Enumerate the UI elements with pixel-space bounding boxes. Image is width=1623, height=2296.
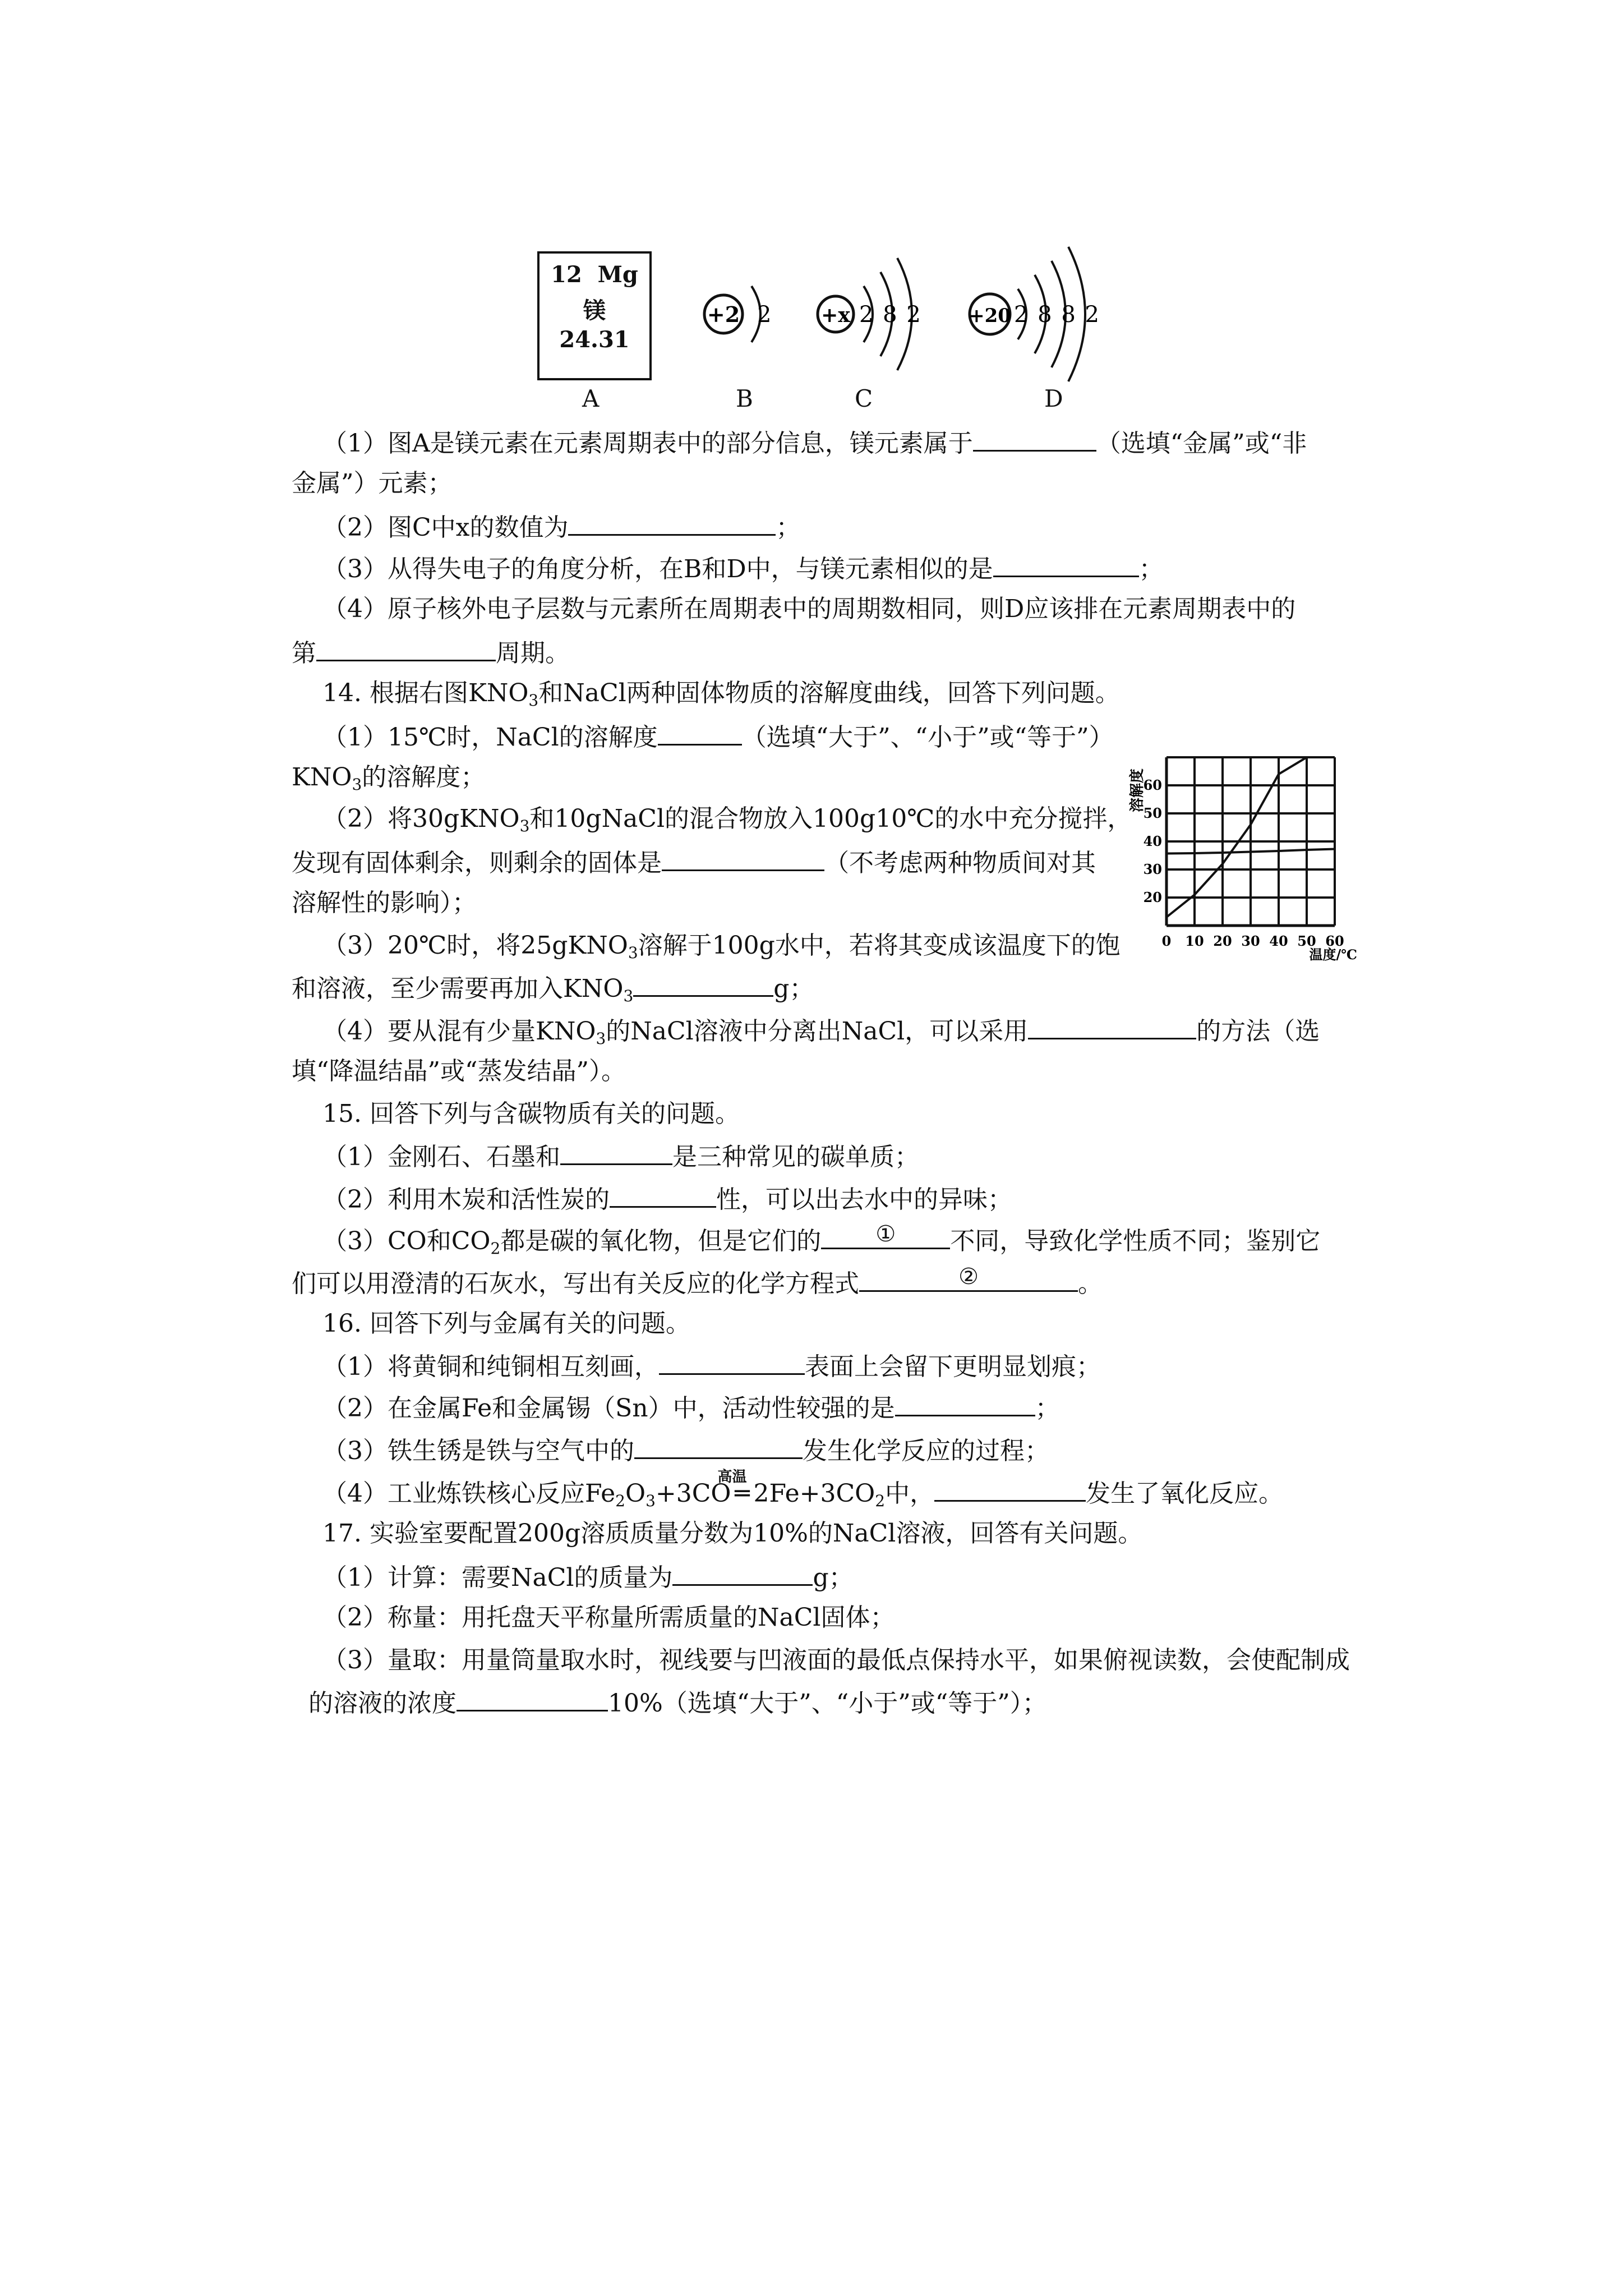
q15-line-4: 们可以用澄清的石灰水，写出有关反应的化学方程式 ② 。 — [292, 1264, 1103, 1298]
q15-blank-4: ② — [859, 1266, 1078, 1292]
x-tick-label: 40 — [1269, 933, 1288, 949]
q13-line-6: 第 周期。 — [292, 635, 570, 670]
q15-line-1: （1）金刚石、石墨和 是三种常见的碳单质； — [322, 1139, 919, 1174]
q14-blank-2 — [662, 845, 824, 871]
q15-line-3: （3）CO和$CO_2$都是碳的氧化物，但是它们的 ① 不同，导致化学性质不同；鉴别它 — [322, 1221, 1321, 1258]
q17-blank-2 — [457, 1685, 608, 1711]
q14-line-2: $KNO_3$的溶解度； — [292, 763, 486, 794]
x-tick-label: 20 — [1213, 933, 1232, 949]
q13-blank-1 — [973, 425, 1096, 452]
q16-line-3: （3）铁生锈是铁与空气中的 发生化学反应的过程； — [322, 1433, 1049, 1468]
atom-d-nucleus: +20 — [969, 305, 1011, 327]
x-tick-label: 50 — [1297, 933, 1316, 949]
figure-label-d: D — [1044, 385, 1063, 412]
q13-line-5: （4）原子核外电子层数与元素所在周期表中的周期数相同，则D应该排在元素周期表中的 — [322, 595, 1296, 623]
q17-line-2: （2）称量：用托盘天平称量所需质量的NaCl固体； — [322, 1603, 895, 1632]
x-tick-label: 60 — [1325, 933, 1344, 949]
series-line-1 — [1166, 757, 1307, 917]
q14-blank-3 — [633, 970, 773, 997]
solubility-chart — [1127, 740, 1363, 965]
y-tick-label: 60 — [1143, 777, 1162, 793]
q13-line-2: 金属”）元素； — [292, 469, 453, 498]
q16-blank-1 — [659, 1349, 805, 1375]
chart-xlabel: 温度/℃ — [1309, 946, 1357, 963]
q15-blank-1 — [560, 1139, 672, 1165]
atomic-number: 12 — [551, 261, 582, 288]
q14-line-9: 填“降温结晶”或“蒸发结晶”）。 — [292, 1057, 626, 1085]
element-name: 镁 — [583, 297, 606, 324]
q16-blank-2 — [895, 1390, 1035, 1416]
q14-line-8: （4）要从混有少量$KNO_3$的NaCl溶液中分离出NaCl，可以采用 的方法（选 — [322, 1013, 1320, 1056]
q16-line-2: （2）在金属Fe和金属锡（Sn）中，活动性较强的是 ； — [322, 1390, 1060, 1425]
figure-label-b: B — [736, 385, 753, 412]
q17-line-3: （3）量取：用量筒量取水时，视线要与凹液面的最低点保持水平，如果俯视读数，会使配制成 — [322, 1646, 1350, 1674]
atom-b-diagram — [704, 286, 771, 342]
atom-b-shells: 2 — [757, 302, 772, 328]
q14-line-4: 发现有固体剩余，则剩余的固体是 （不考虑两种物质间对其 — [292, 845, 1096, 880]
chart-ylabel: 溶解度 — [1129, 769, 1146, 813]
q16-title: 16. 回答下列与金属有关的问题。 — [322, 1309, 690, 1338]
q13-line-3: （2）图C中x的数值为 ； — [322, 509, 800, 545]
atom-structure-diagrams — [673, 241, 1133, 387]
q14-line-7: 和溶液，至少需要再加入$KNO_3$ g； — [292, 970, 814, 1013]
q16-line-4: （4）工业炼铁核心反应$Fe_2O_3+3CO$ 高温 ═ $2Fe+3CO_2$中， 发生了氧化反应。 — [322, 1475, 1283, 1518]
x-tick-label: 30 — [1241, 933, 1260, 949]
atom-c-diagram — [818, 258, 922, 370]
q16-line-1: （1）将黄铜和纯铜相互刻画， 表面上会留下更明显划痕； — [322, 1349, 1101, 1384]
q14-blank-4 — [1028, 1013, 1196, 1039]
chart-grid — [1166, 757, 1335, 926]
q16-blank-4 — [934, 1475, 1086, 1502]
y-tick-label: 50 — [1143, 805, 1162, 821]
atom-b-nucleus: +2 — [707, 302, 740, 327]
x-tick-label: 10 — [1185, 933, 1204, 949]
q14-line-6: （3）20℃时，将25gKNO$_3$溶解于100g水中，若将其变成该温度下的饱 — [322, 931, 1121, 962]
q17-line-4: 的溶液的浓度 10%（选填“大于”、“小于”或“等于”）； — [308, 1685, 1047, 1720]
q13-blank-3 — [993, 551, 1139, 577]
q14-blank-1 — [658, 719, 742, 746]
y-tick-label: 40 — [1143, 833, 1162, 849]
figure-label-a: A — [582, 385, 600, 412]
q13-blank-4 — [316, 635, 496, 661]
q16-blank-3 — [634, 1433, 803, 1459]
element-symbol: Mg — [597, 261, 638, 288]
q17-line-1: （1）计算：需要NaCl的质量为 g； — [322, 1559, 854, 1595]
q15-line-2: （2）利用木炭和活性炭的 性，可以出去水中的异味； — [322, 1181, 1012, 1217]
atom-c-shells: 2 8 2 — [859, 302, 922, 328]
q14-title: 14. 根据右图$KNO_3$和NaCl两种固体物质的溶解度曲线，回答下列问题。 — [322, 679, 1120, 710]
atom-d-shells: 2 8 8 2 — [1014, 302, 1100, 328]
y-tick-label: 30 — [1143, 861, 1162, 877]
q17-blank-1 — [672, 1559, 813, 1586]
q14-line-1: （1）15℃时，NaCl的溶解度 （选填“大于”、“小于”或“等于”） — [322, 719, 1114, 754]
q13-line-1: （1）图A是镁元素在元素周期表中的部分信息，镁元素属于 （选填“金属”或“非 — [322, 425, 1307, 461]
atomic-mass: 24.31 — [559, 326, 630, 353]
atom-c-nucleus: +x — [821, 303, 850, 327]
x-tick-label: 0 — [1161, 933, 1172, 949]
atom-d-diagram — [969, 247, 1100, 381]
q14-line-3: （2）将30gKNO$_3$和10gNaCl的混合物放入100g10℃的水中充分搅拌， — [322, 804, 1132, 835]
figure-label-c: C — [855, 385, 873, 412]
reaction-condition: 高温 — [717, 1469, 747, 1485]
y-tick-label: 20 — [1143, 889, 1162, 905]
q15-blank-2 — [610, 1181, 716, 1208]
q15-blank-3: ① — [821, 1223, 950, 1249]
q17-title: 17. 实验室要配置200g溶质质量分数为10%的NaCl溶液，回答有关问题。 — [322, 1519, 1143, 1548]
element-card-mg — [537, 251, 652, 380]
reaction-arrow: 高温 ═ — [731, 1477, 754, 1511]
q13-line-4: （3）从得失电子的角度分析，在B和D中，与镁元素相似的是 ； — [322, 551, 1164, 586]
q15-title: 15. 回答下列与含碳物质有关的问题。 — [322, 1099, 740, 1128]
q13-blank-2 — [568, 509, 776, 536]
chart-ticks — [1144, 777, 1344, 949]
q14-line-5: 溶解性的影响）； — [292, 889, 477, 917]
